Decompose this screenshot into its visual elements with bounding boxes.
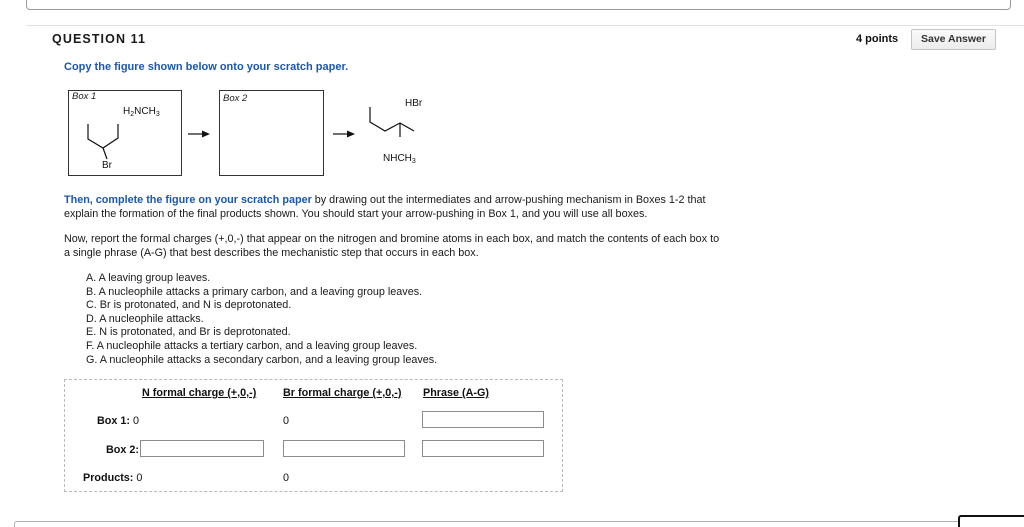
save-answer-button[interactable]: Save Answer	[911, 29, 996, 50]
header-br-charge: Br formal charge (+,0,-)	[283, 387, 402, 399]
row-label-products: Products: 0	[83, 472, 143, 484]
box-1-n-charge-value: 0	[132, 415, 139, 427]
option-g: G. A nucleophile attacks a secondary carbon, and a leaving group leaves.	[86, 353, 438, 366]
box-1-br-charge-value: 0	[283, 415, 290, 427]
bromine-label: Br	[102, 160, 112, 171]
phrase-options-list	[86, 272, 437, 367]
next-question-frame	[14, 521, 1014, 527]
row-label-box-2: Box 2:	[106, 444, 139, 456]
previous-question-frame	[26, 0, 1011, 10]
option-f: F. A nucleophile attacks a tertiary carbon, and a leaving group leaves.	[86, 339, 418, 352]
option-a: A. A leaving group leaves.	[86, 272, 211, 284]
products-n-charge-value: 0	[136, 472, 143, 484]
products-br-charge-value: 0	[283, 472, 290, 484]
question-divider	[26, 25, 1024, 26]
box-2-br-charge-input[interactable]	[283, 440, 405, 457]
box-2	[219, 90, 324, 176]
box-2-n-charge-input[interactable]	[140, 440, 264, 457]
option-d: D. A nucleophile attacks.	[86, 312, 204, 325]
answer-table	[64, 379, 563, 492]
header-phrase: Phrase (A-G)	[423, 387, 489, 399]
hbr-label: HBr	[405, 98, 423, 109]
option-c: C. Br is protonated, and N is deprotonated.	[86, 299, 292, 312]
box-2-label: Box 2	[223, 93, 248, 104]
reaction-figure	[64, 87, 444, 179]
corner-widget	[958, 515, 1024, 527]
option-e: E. N is protonated, and Br is deprotonated.	[86, 326, 291, 339]
box-1-label: Box 1	[72, 91, 97, 102]
question-points: 4 points	[856, 33, 899, 45]
box-2-phrase-input[interactable]	[422, 440, 544, 457]
product-amine-label: $NHCH_3$	[383, 153, 416, 165]
methylamine-label: $H_2NCH_3$	[123, 106, 160, 118]
question-title: QUESTION 11	[52, 32, 147, 46]
mechanism-instruction: Then, complete the figure on your scratch paper by drawing out the intermediates and arrow-pushing mechanism in Boxes 1-2 that explain the formation of the final products shown. You should start your arrow-pushing in Box 1, and you will use all boxes.	[64, 194, 706, 220]
header-n-charge: N formal charge (+,0,-)	[142, 387, 257, 399]
row-label-box-1: Box 1: 0	[96, 415, 139, 427]
box-1-phrase-input[interactable]	[422, 411, 544, 428]
formal-charge-instruction: Now, report the formal charges (+,0,-) that appear on the nitrogen and bromine atoms in each box, and match the contents of each box to a single phrase (A-G) that best describes the mechanistic step that occurs in each box.	[64, 233, 720, 259]
alkyl-bromide-skeleton	[88, 124, 118, 148]
reaction-arrow-1-head	[202, 131, 210, 138]
reaction-arrow-2-head	[347, 131, 355, 138]
product-skeleton	[370, 107, 414, 131]
c-br-bond	[103, 148, 107, 159]
copy-figure-instruction: Copy the figure shown below onto your scratch paper.	[64, 61, 349, 73]
option-b: B. A nucleophile attacks a primary carbon, and a leaving group leaves.	[86, 285, 423, 298]
